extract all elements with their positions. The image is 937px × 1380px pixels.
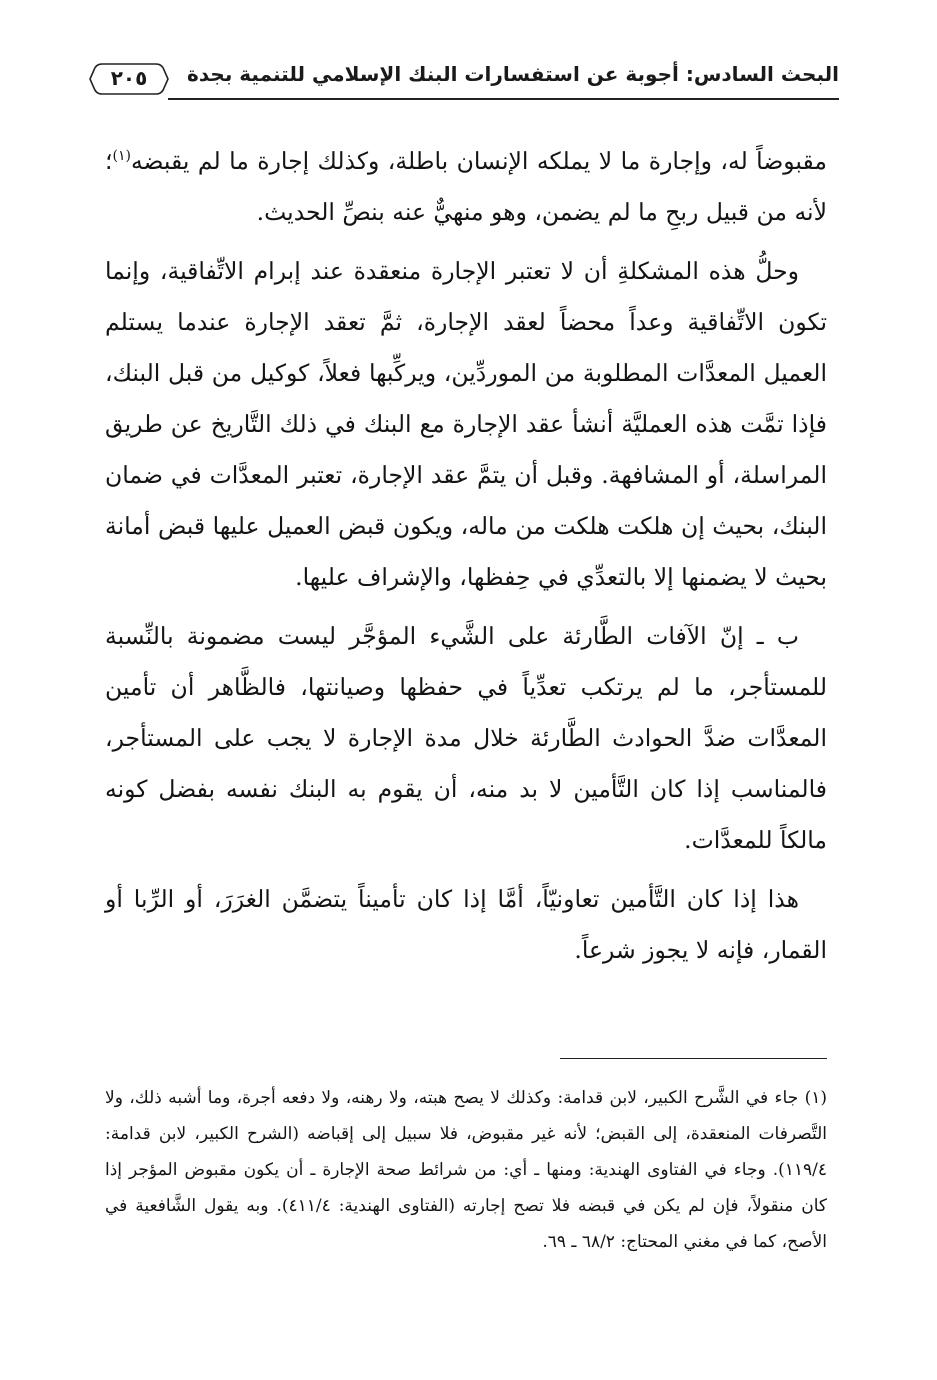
footnote-divider: [560, 1058, 827, 1059]
running-header-title: البحث السادس: أجوبة عن استفسارات البنك الإسلامي للتنمية بجدة: [187, 62, 839, 86]
main-body-text: [105, 136, 827, 984]
footnote-marker[interactable]: (١): [112, 148, 131, 165]
header-divider: [168, 98, 839, 100]
page-number: ٢٠٥: [110, 66, 148, 90]
paragraph-insurance-ruling: هذا إذا كان التَّأمين تعاونيّاً، أمَّا إذا كان تأميناً يتضمَّن الغرَرَ، أو الرِّبا أو القمار، فإنه لا يجوز شرعاً.: [105, 885, 827, 964]
page-number-badge: [88, 60, 170, 98]
paragraph-solution: وحلُّ هذه المشكلةِ أن لا تعتبر الإجارة منعقدة عند إبرام الاتِّفاقية، وإنما تكون الاتِّفاقية وعداً محضاً لعقد الإجارة، ثمَّ تعقد الإجارة عندما يستلم العميل المعدَّات المطلوبة من الموردِّين، ويركِّبها فعلاً، كوكيل من قبل البنك، فإذا تمَّت هذه العمليَّة أنشأ عقد الإجارة مع البنك في ذلك التَّاريخ عن طريق المراسلة، أو المشافهة. وقبل أن يتمَّ عقد الإجارة، تعتبر المعدَّات في ضمان البنك، بحيث إن هلكت هلكت من ماله، ويكون قبض العميل عليها قبض أمانة بحيث لا يضمنها إلا بالتعدِّي في حِفظها، والإشراف عليها.: [105, 257, 827, 591]
footnotes-section: [105, 1080, 827, 1260]
footnote-1: (١) جاء في الشَّرح الكبير، لابن قدامة: وكذلك لا يصح هبته، ولا رهنه، ولا دفعه أجرة، وما أشبه ذلك، ولا التَّصرفات المنعقدة، إلى القبض؛ لأنه غير مقبوض، فلا سبيل إلى إقباضه (الشرح الكبير، لابن قدامة: ١١٩/٤). وجاء في الفتاوى الهندية: ومنها ـ أي: من شرائط صحة الإجارة ـ أن يكون مقبوض المؤجر إذا كان منقولاً، فإن لم يكن في قبضه فلا تصح إجارته (الفتاوى الهندية: ٤١١/٤). وبه يقول الشَّافعية في الأصح، كما في مغني المحتاج: ٦٨/٢ ـ ٦٩.: [105, 1088, 827, 1252]
paragraph-continuation: مقبوضاً له، وإجارة ما لا يملكه الإنسان باطلة، وكذلك إجارة ما لم يقبضه$^{(١)}$؛ لأنه من قبيل ربحِ ما لم يضمن، وهو منهيٌّ عنه بنصِّ الحديث.: [105, 147, 827, 226]
paragraph-point-b: ب ـ إنّ الآفات الطَّارئة على الشَّيء المؤجَّر ليست مضمونة بالنِّسبة للمستأجر، ما لم يرتكب تعدِّياً في حفظها وصيانتها، فالظَّاهر أن تأمين المعدَّات ضدَّ الحوادث الطَّارئة خلال مدة الإجارة لا يجب على المستأجر، فالمناسب إذا كان التَّأمين لا بد منه، أن يقوم به البنك نفسه بفضل كونه مالكاً للمعدَّات.: [105, 622, 827, 854]
